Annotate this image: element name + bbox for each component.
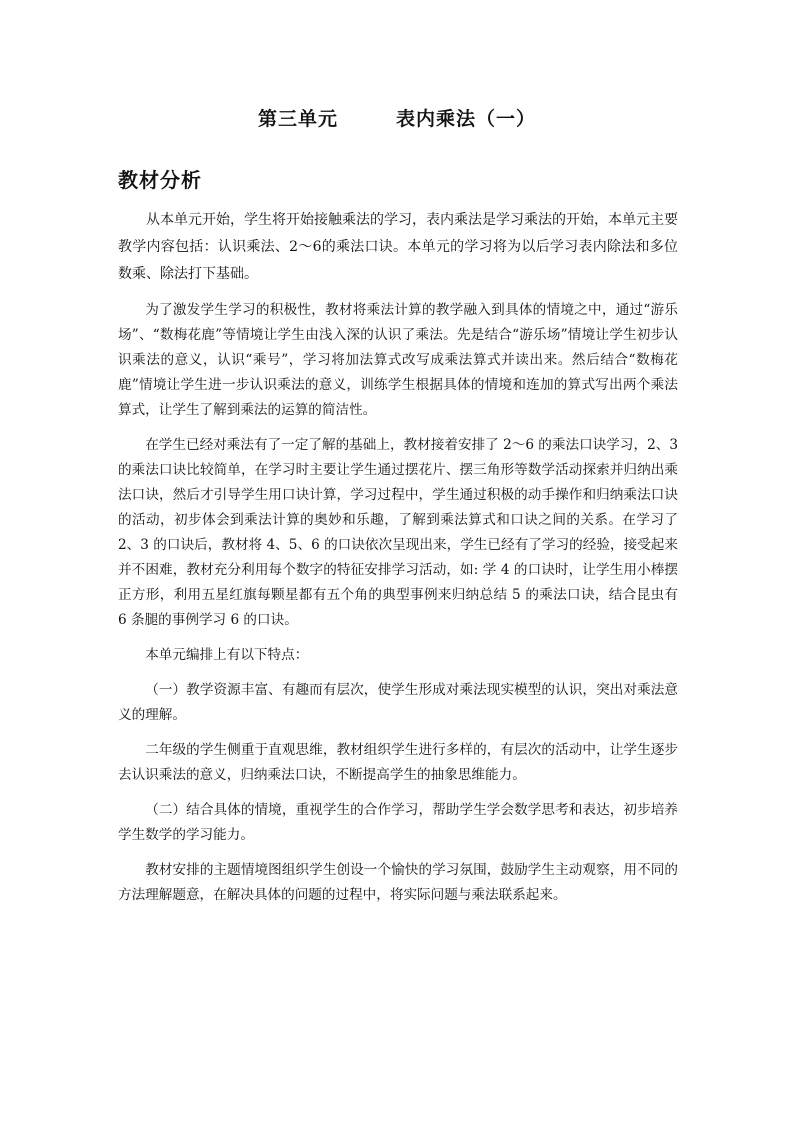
paragraph-1: 从本单元开始，学生将开始接触乘法的学习，表内乘法是学习乘法的开始，本单元主要教学内容包括：认识乘法、2～6的乘法口诀。本单元的学习将为以后学习表内除法和多位数乘、除法打下基础。: [118, 212, 678, 282]
section-heading: 教材分析: [118, 168, 202, 192]
paragraph-4: 本单元编排上有以下特点：: [145, 647, 309, 663]
page-title: [0, 104, 794, 131]
paragraph-6: 二年级的学生侧重于直观思维，教材组织学生进行多样的，有层次的活动中，让学生逐步去认识乘法的意义，归纳乘法口诀，不断提高学生的抽象思维能力。: [118, 742, 678, 783]
paragraph-5: （一）教学资源丰富、有趣而有层次，使学生形成对乘法现实模型的认识，突出对乘法意义的理解。: [118, 682, 678, 723]
unit-label: 第三单元: [257, 108, 338, 130]
paragraph-8: 教材安排的主题情境图组织学生创设一个愉快的学习氛围，鼓励学生主动观察，用不同的方法理解题意，在解决具体的问题的过程中，将实际问题与乘法联系起来。: [118, 862, 678, 903]
paragraph-2: 为了激发学生学习的积极性，教材将乘法计算的教学融入到具体的情境之中，通过“游乐场”、“数梅花鹿”等情境让学生由浅入深的认识了乘法。先是结合“游乐场”情境让学生初步认识乘法的意义，认识“乘号”，学习将加法算式改写成乘法算式并读出来。然后结合“数梅花鹿”情境让学生进一步认识乘法的意义，训练学生根据具体的情境和连加的算式写出两个乘法算式，让学生了解到乘法的运算的简洁性。: [118, 302, 678, 418]
document-body: [118, 207, 678, 908]
unit-name: 表内乘法（一）: [396, 108, 537, 130]
paragraph-3: 在学生已经对乘法有了一定了解的基础上，教材接着安排了 2～6 的乘法口诀学习，2、3的乘法口诀比较简单，在学习时主要让学生通过摆花片、摆三角形等数学活动探索并归纳出乘法口诀，然后才引导学生用口诀计算，学习过程中，学生通过积极的动手操作和归纳乘法口诀的活动，初步体会到乘法计算的奥妙和乐趣，了解到乘法算式和口诀之间的关系。在学习了 2、3 的口诀后，教材将 4、5、6 的口诀依次呈现出来，学生已经有了学习的经验，接受起来并不困难，教材充分利用每个数字的特征安排学习活动，如: 学 4 的口诀时，让学生用小棒摆正方形，利用五星红旗每颗星都有五个角的典型事例来归纳总结 5 的乘法口诀，结合昆虫有 6 条腿的事例学习 6 的口诀。: [118, 437, 678, 628]
paragraph-7: （二）结合具体的情境，重视学生的合作学习，帮助学生学会数学思考和表达，初步培养学生数学的学习能力。: [118, 802, 678, 843]
